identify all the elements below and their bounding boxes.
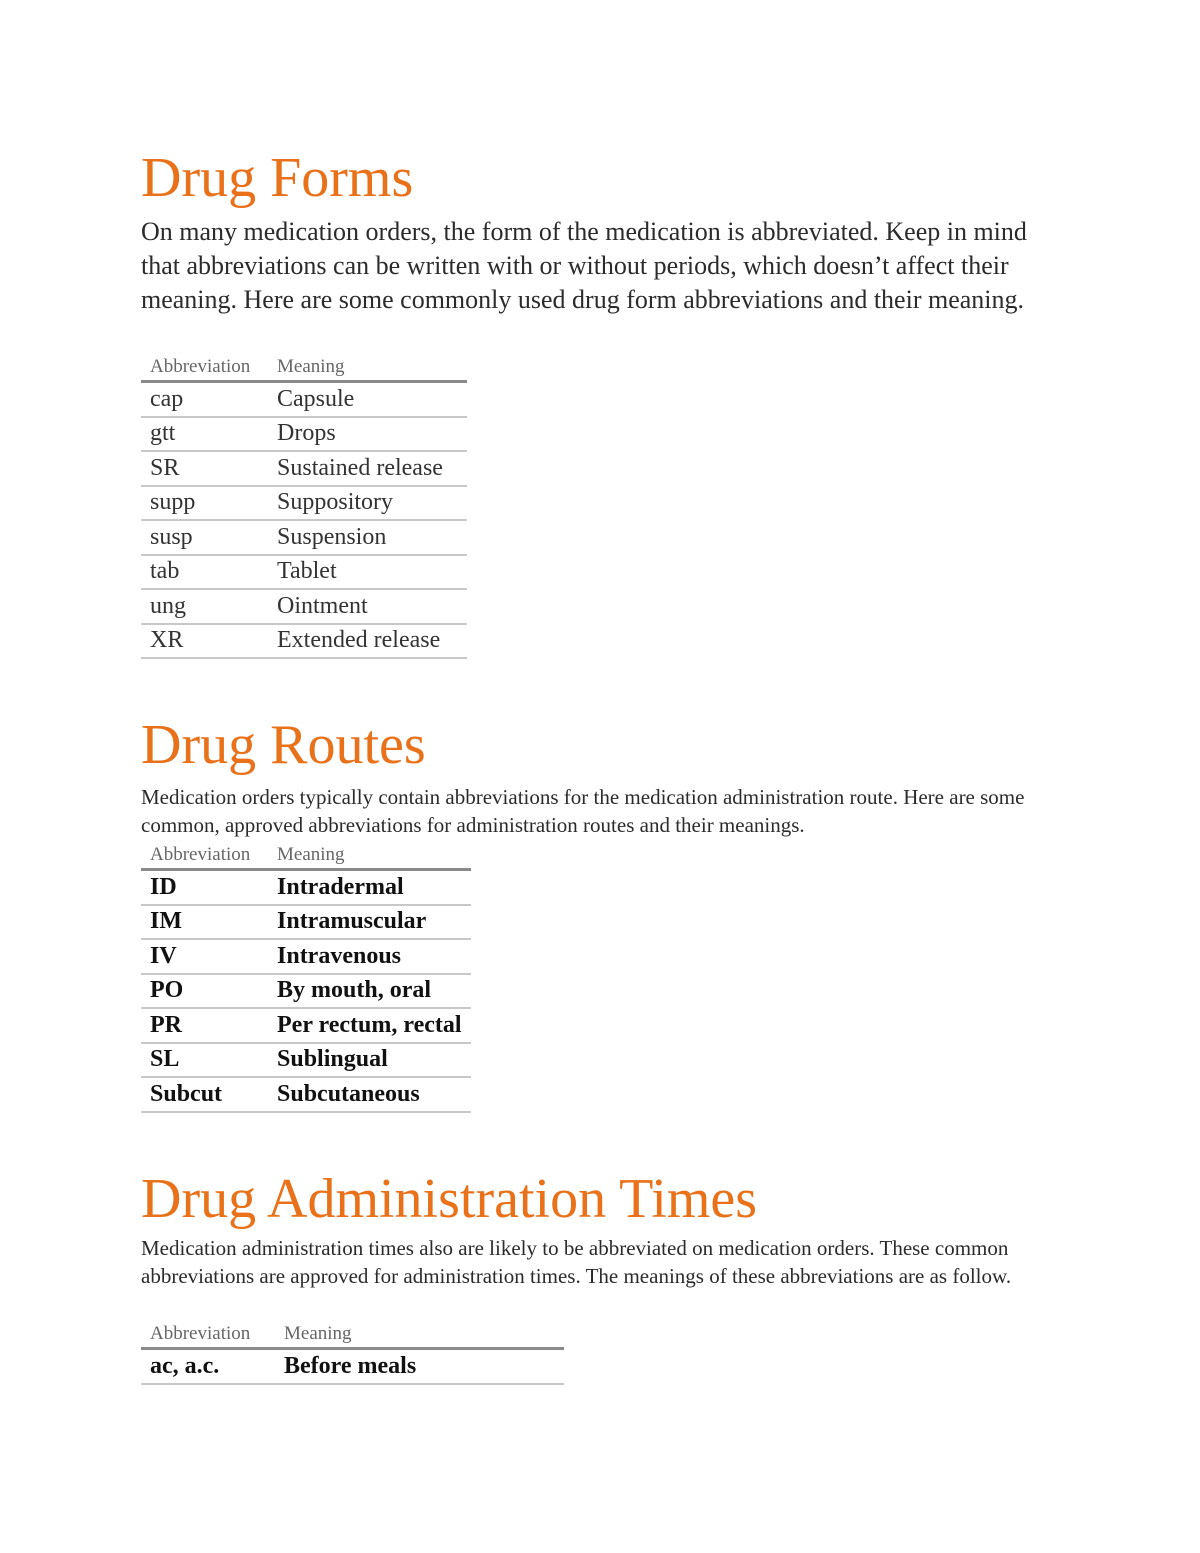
table-row (141, 870, 471, 905)
heading-drug-forms: Drug Forms (141, 147, 414, 209)
intro-drug-administration-times: Medication administration times also are likely to be abbreviated on medication orders. These common abbreviations are approved for administration times. The meanings of these abbreviations are as follow. (141, 1236, 1012, 1288)
meaning-cell: Capsule (268, 382, 467, 417)
table-header-row (141, 1321, 564, 1349)
meaning-cell: Extended release (268, 624, 467, 659)
table-header-row (141, 354, 467, 382)
abbreviation-cell: PO (141, 974, 268, 1009)
table-row (141, 1349, 564, 1384)
table-row (141, 1008, 471, 1043)
table-row (141, 1077, 471, 1112)
table-row (141, 417, 467, 452)
abbreviation-cell: SL (141, 1043, 268, 1078)
table-row (141, 589, 467, 624)
abbreviation-cell: PR (141, 1008, 268, 1043)
heading-drug-administration-times: Drug Administration Times (141, 1168, 758, 1230)
abbreviation-cell: SR (141, 451, 268, 486)
table-row (141, 974, 471, 1009)
abbreviation-cell: IM (141, 905, 268, 940)
meaning-cell: Suspension (268, 520, 467, 555)
abbreviation-cell: gtt (141, 417, 268, 452)
table-row (141, 555, 467, 590)
table-row (141, 624, 467, 659)
abbreviation-cell: ung (141, 589, 268, 624)
meaning-cell: Suppository (268, 486, 467, 521)
meaning-cell: Subcutaneous (268, 1077, 471, 1112)
meaning-cell: Before meals (275, 1349, 564, 1384)
abbreviation-cell: cap (141, 382, 268, 417)
meaning-cell: Per rectum, rectal (268, 1008, 471, 1043)
meaning-cell: Intravenous (268, 939, 471, 974)
abbreviation-cell: supp (141, 486, 268, 521)
meaning-cell: Intradermal (268, 870, 471, 905)
header-meaning: Meaning (268, 354, 467, 382)
meaning-cell: Sublingual (268, 1043, 471, 1078)
table-row (141, 1043, 471, 1078)
table-row (141, 939, 471, 974)
table-row (141, 451, 467, 486)
header-meaning: Meaning (275, 1321, 564, 1349)
abbreviation-cell: ID (141, 870, 268, 905)
heading-drug-routes: Drug Routes (141, 714, 426, 776)
meaning-cell: Sustained release (268, 451, 467, 486)
intro-drug-forms: On many medication orders, the form of the medication is abbreviated. Keep in mind that abbreviations can be written with or without periods, which doesn’t affect their meaning. Here are some commonly used drug form abbreviations and their meaning. (141, 217, 1027, 314)
table-header-row (141, 842, 471, 870)
abbreviation-cell: tab (141, 555, 268, 590)
intro-drug-routes: Medication orders typically contain abbreviations for the medication administration route. Here are some common, approved abbreviations for administration routes and their meanings. (141, 785, 1025, 837)
table-row (141, 486, 467, 521)
header-abbreviation: Abbreviation (141, 842, 268, 870)
meaning-cell: Tablet (268, 555, 467, 590)
header-abbreviation: Abbreviation (141, 354, 268, 382)
table-drug-administration-times (141, 1321, 564, 1385)
meaning-cell: By mouth, oral (268, 974, 471, 1009)
header-abbreviation: Abbreviation (141, 1321, 275, 1349)
abbreviation-cell: Subcut (141, 1077, 268, 1112)
abbreviation-cell: IV (141, 939, 268, 974)
table-drug-routes (141, 842, 471, 1113)
table-drug-forms (141, 354, 467, 659)
meaning-cell: Drops (268, 417, 467, 452)
meaning-cell: Intramuscular (268, 905, 471, 940)
abbreviation-cell: susp (141, 520, 268, 555)
abbreviation-cell: XR (141, 624, 268, 659)
table-row (141, 382, 467, 417)
table-row (141, 520, 467, 555)
header-meaning: Meaning (268, 842, 471, 870)
meaning-cell: Ointment (268, 589, 467, 624)
abbreviation-cell: ac, a.c. (141, 1349, 275, 1384)
table-row (141, 905, 471, 940)
